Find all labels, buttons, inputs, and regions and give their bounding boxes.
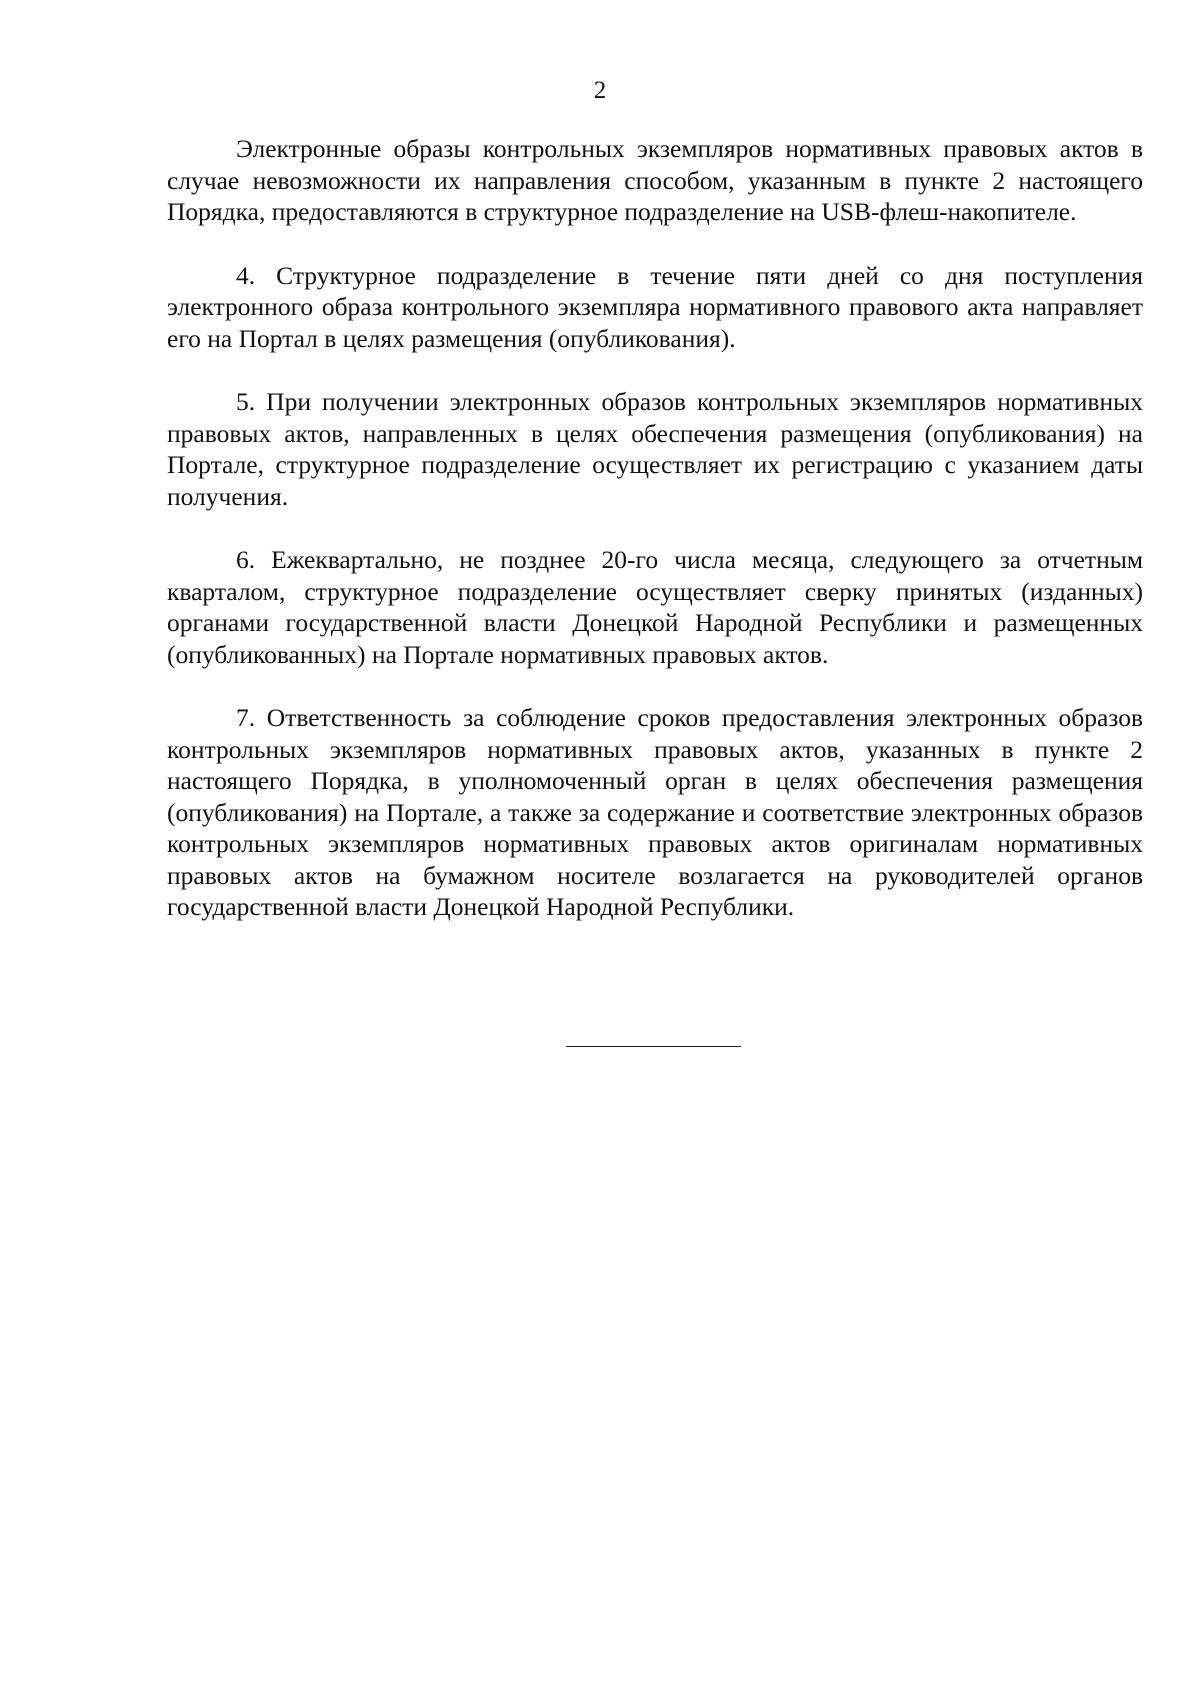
document-body [167, 133, 1143, 955]
page-number: 2 [593, 77, 607, 104]
paragraph-7: 7. Ответственность за соблюдение сроков предоставления электронных образов контрольных экземпляров нормативных правовых актов, указанных в пункте 2 настоящего Порядка, в уполномоченный орган в целях обеспечения размещения (опубликования) на Портале, а также за содержание и соответствие электронных образов контрольных экземпляров нормативных правовых актов оригиналам нормативных правовых актов на бумажном носителе возлагается на руководителей органов государственной власти Донецкой Народной Республики. [167, 703, 1143, 921]
paragraph-5: 5. При получении электронных образов контрольных экземпляров нормативных правовых актов, направленных в целях обеспечения размещения (опубликования) на Портале, структурное подразделение осуществляет их регистрацию с указанием даты получения. [167, 387, 1143, 511]
paragraph-continuation: Электронные образы контрольных экземпляров нормативных правовых актов в случае невозможности их направления способом, указанным в пункте 2 настоящего Порядка, предоставляются в структурное подразделение на USB-флеш-накопителе. [167, 134, 1143, 226]
end-of-document-rule [566, 1046, 741, 1047]
paragraph-4: 4. Структурное подразделение в течение пяти дней со дня поступления электронного образа контрольного экземпляра нормативного правового акта направляет его на Портал в целях размещения (опубликования). [167, 260, 1143, 353]
paragraph-6: 6. Ежеквартально, не позднее 20-го числа месяца, следующего за отчетным кварталом, структурное подразделение осуществляет сверку принятых (изданных) органами государственной власти Донецкой Народной Республики и размещенных (опубликованных) на Портале нормативных правовых актов. [167, 545, 1143, 669]
